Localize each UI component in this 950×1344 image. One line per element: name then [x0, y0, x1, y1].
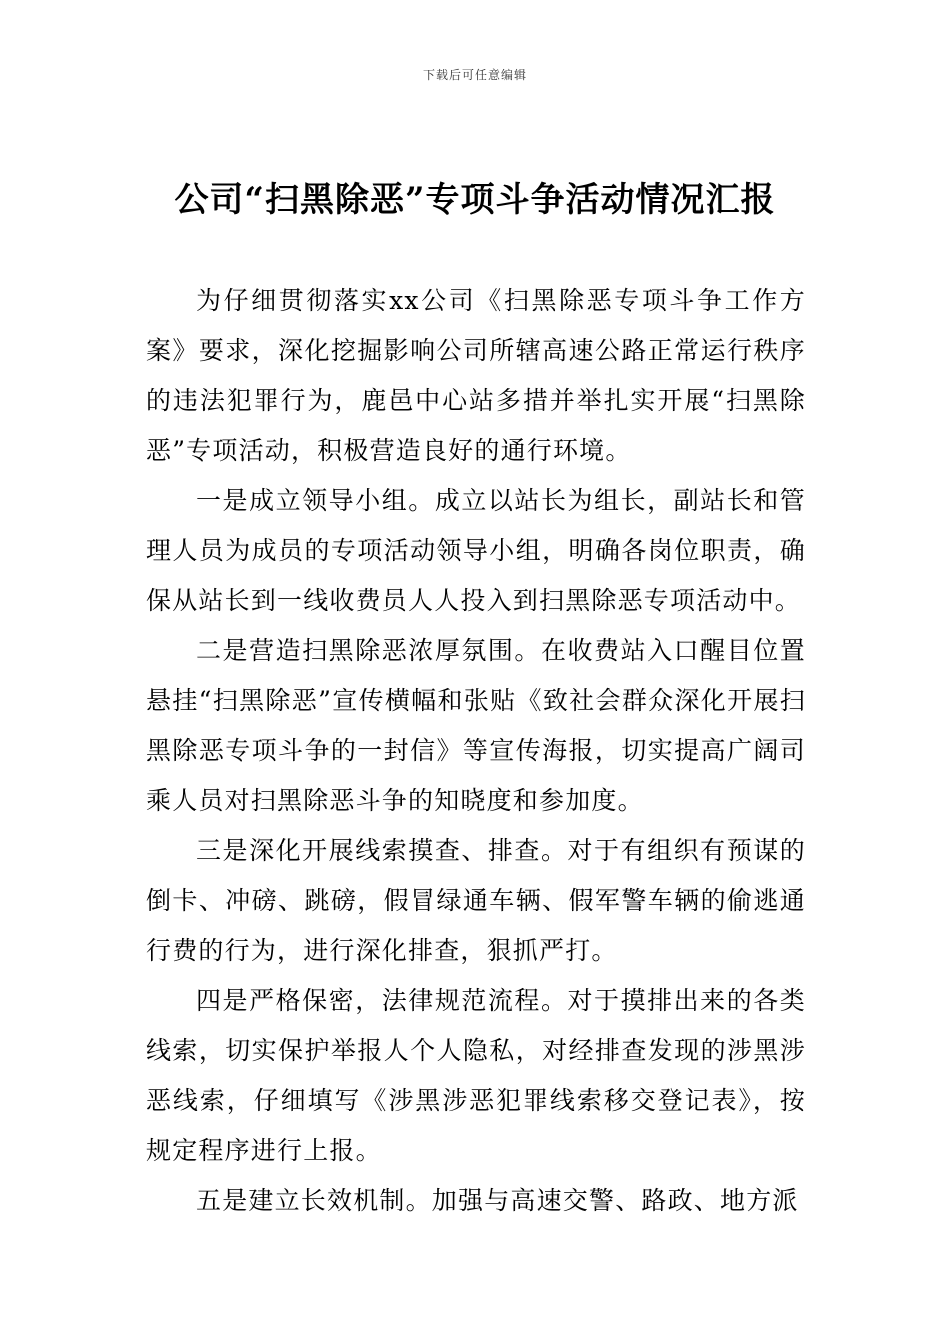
- paragraph-2: 二是营造扫黑除恶浓厚氛围。在收费站入口醒目位置悬挂“扫黑除恶”宣传横幅和张贴《致社会群众深化开展扫黑除恶专项斗争的一封信》等宣传海报，切实提高广阔司乘人员对扫黑除恶斗争的知晓度和参加度。: [146, 636, 806, 815]
- paragraph-3: 三是深化开展线索摸查、排查。对于有组织有预谋的倒卡、冲磅、跳磅，假冒绿通车辆、假军警车辆的偷逃通行费的行为，进行深化排查，狠抓严打。: [146, 836, 806, 965]
- paragraph-5: 五是建立长效机制。加强与高速交警、路政、地方派: [196, 1186, 799, 1215]
- header-note: 下载后可任意编辑: [422, 68, 527, 82]
- document-title: 公司“扫黑除恶”专项斗争活动情况汇报: [174, 180, 776, 220]
- paragraph-intro: 为仔细贯彻落实xx公司《扫黑除恶专项斗争工作方案》要求，深化挖掘影响公司所辖高速公路正常运行秩序的违法犯罪行为，鹿邑中心站多措并举扎实开展“扫黑除恶”专项活动，积极营造良好的通行环境。: [146, 286, 806, 465]
- document-body: [146, 276, 806, 1226]
- paragraph-1: 一是成立领导小组。成立以站长为组长，副站长和管理人员为成员的专项活动领导小组，明确各岗位职责，确保从站长到一线收费员人人投入到扫黑除恶专项活动中。: [146, 486, 806, 615]
- paragraph-4: 四是严格保密，法律规范流程。对于摸排出来的各类线索，切实保护举报人个人隐私，对经排查发现的涉黑涉恶线索，仔细填写《涉黑涉恶犯罪线索移交登记表》，按规定程序进行上报。: [146, 986, 806, 1165]
